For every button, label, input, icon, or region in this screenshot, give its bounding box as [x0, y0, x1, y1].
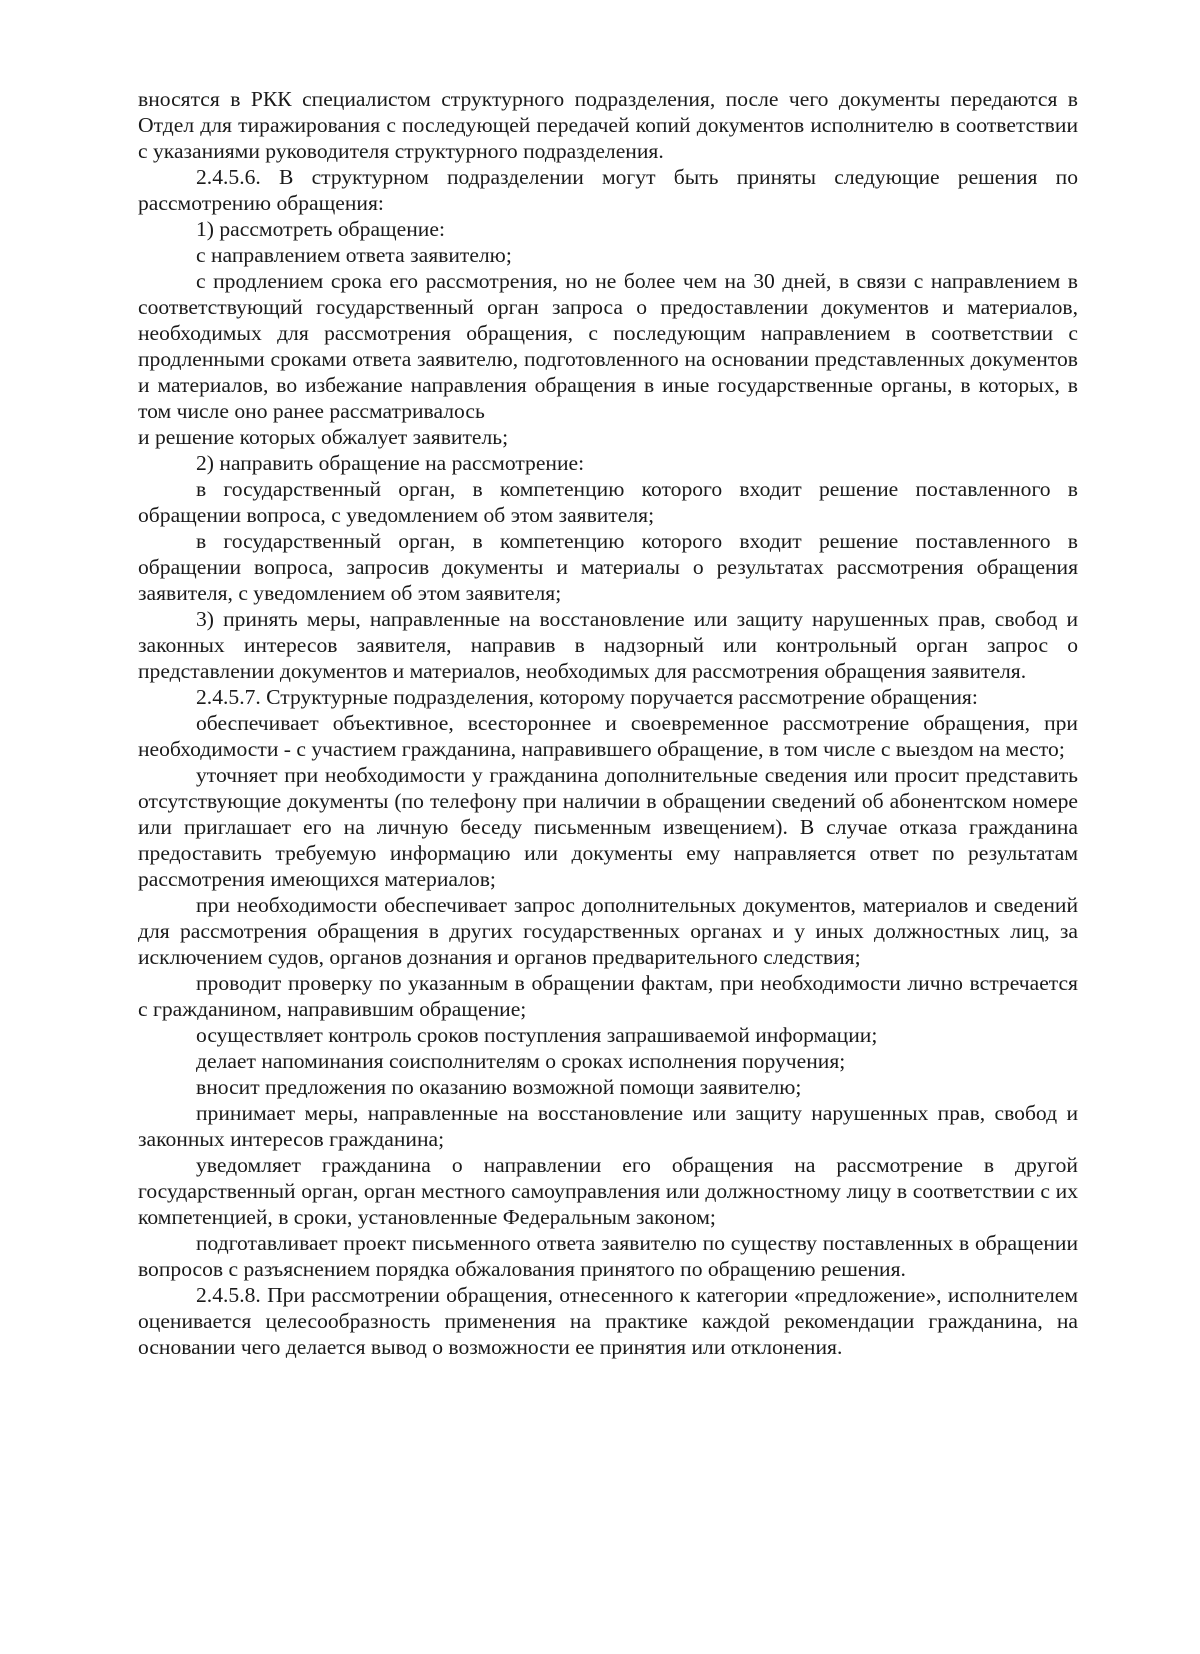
paragraph: вносятся в РКК специалистом структурного подразделения, после чего документы передаются в Отдел для тиражирования с последующей передачей копий документов исполнителю в соответствии с указаниями руководителя структурного подразделения.	[138, 87, 1078, 163]
paragraph: уведомляет гражданина о направлении его обращения на рассмотрение в другой государственный орган, орган местного самоуправления или должностному лицу в соответствии с их компетенцией, в сроки, установленные Федеральным законом;	[138, 1153, 1078, 1229]
paragraph: 1) рассмотреть обращение:	[196, 217, 445, 241]
paragraph: с продлением срока его рассмотрения, но не более чем на 30 дней, в связи с направлением в соответствующий государственный орган запроса о предоставлении документов и материалов, необходимых для рассмотрения обращения, с последующим направлением в соответствии с продленными сроками ответа заявителю, подготовленного на основании представленных документов и материалов, во избежание направления обращения в иные государственные органы, в которых, в том числе оно ранее рассматривалось	[138, 269, 1078, 423]
paragraph: 2.4.5.8. При рассмотрении обращения, отнесенного к категории «предложение», исполнителем оценивается целесообразность применения на практике каждой рекомендации гражданина, на основании чего делается вывод о возможности ее принятия или отклонения.	[138, 1283, 1078, 1359]
paragraph: 2.4.5.7. Структурные подразделения, которому поручается рассмотрение обращения:	[196, 685, 978, 709]
paragraph: уточняет при необходимости у гражданина дополнительные сведения или просит представить отсутствующие документы (по телефону при наличии в обращении сведений об абонентском номере или приглашает его на личную беседу письменным извещением). В случае отказа гражданина предоставить требуемую информацию или документы ему направляется ответ по результатам рассмотрения имеющихся материалов;	[138, 763, 1078, 891]
paragraph: 3) принять меры, направленные на восстановление или защиту нарушенных прав, свобод и законных интересов заявителя, направив в надзорный или контрольный орган запрос о представлении документов и материалов, необходимых для рассмотрения обращения заявителя.	[138, 607, 1078, 683]
document-body	[138, 86, 1078, 1360]
paragraph: осуществляет контроль сроков поступления запрашиваемой информации;	[196, 1023, 878, 1047]
paragraph: обеспечивает объективное, всестороннее и своевременное рассмотрение обращения, при необходимости - с участием гражданина, направившего обращение, в том числе с выездом на место;	[138, 711, 1078, 761]
paragraph: делает напоминания соисполнителям о сроках исполнения поручения;	[196, 1049, 846, 1073]
paragraph: принимает меры, направленные на восстановление или защиту нарушенных прав, свобод и законных интересов гражданина;	[138, 1101, 1078, 1151]
paragraph: с направлением ответа заявителю;	[196, 243, 512, 267]
paragraph: при необходимости обеспечивает запрос дополнительных документов, материалов и сведений для рассмотрения обращения в других государственных органах и у иных должностных лиц, за исключением судов, органов дознания и органов предварительного следствия;	[138, 893, 1078, 969]
paragraph: вносит предложения по оказанию возможной помощи заявителю;	[196, 1075, 802, 1099]
paragraph: в государственный орган, в компетенцию которого входит решение поставленного в обращении вопроса, запросив документы и материалы о результатах рассмотрения обращения заявителя, с уведомлением об этом заявителя;	[138, 529, 1078, 605]
paragraph: 2) направить обращение на рассмотрение:	[196, 451, 585, 475]
paragraph: подготавливает проект письменного ответа заявителю по существу поставленных в обращении вопросов с разъяснением порядка обжалования принятого по обращению решения.	[138, 1231, 1078, 1281]
paragraph: в государственный орган, в компетенцию которого входит решение поставленного в обращении вопроса, с уведомлением об этом заявителя;	[138, 477, 1078, 527]
paragraph: 2.4.5.6. В структурном подразделении могут быть приняты следующие решения по рассмотрению обращения:	[138, 165, 1078, 215]
paragraph: и решение которых обжалует заявитель;	[138, 425, 509, 449]
paragraph: проводит проверку по указанным в обращении фактам, при необходимости лично встречается с гражданином, направившим обращение;	[138, 971, 1078, 1021]
